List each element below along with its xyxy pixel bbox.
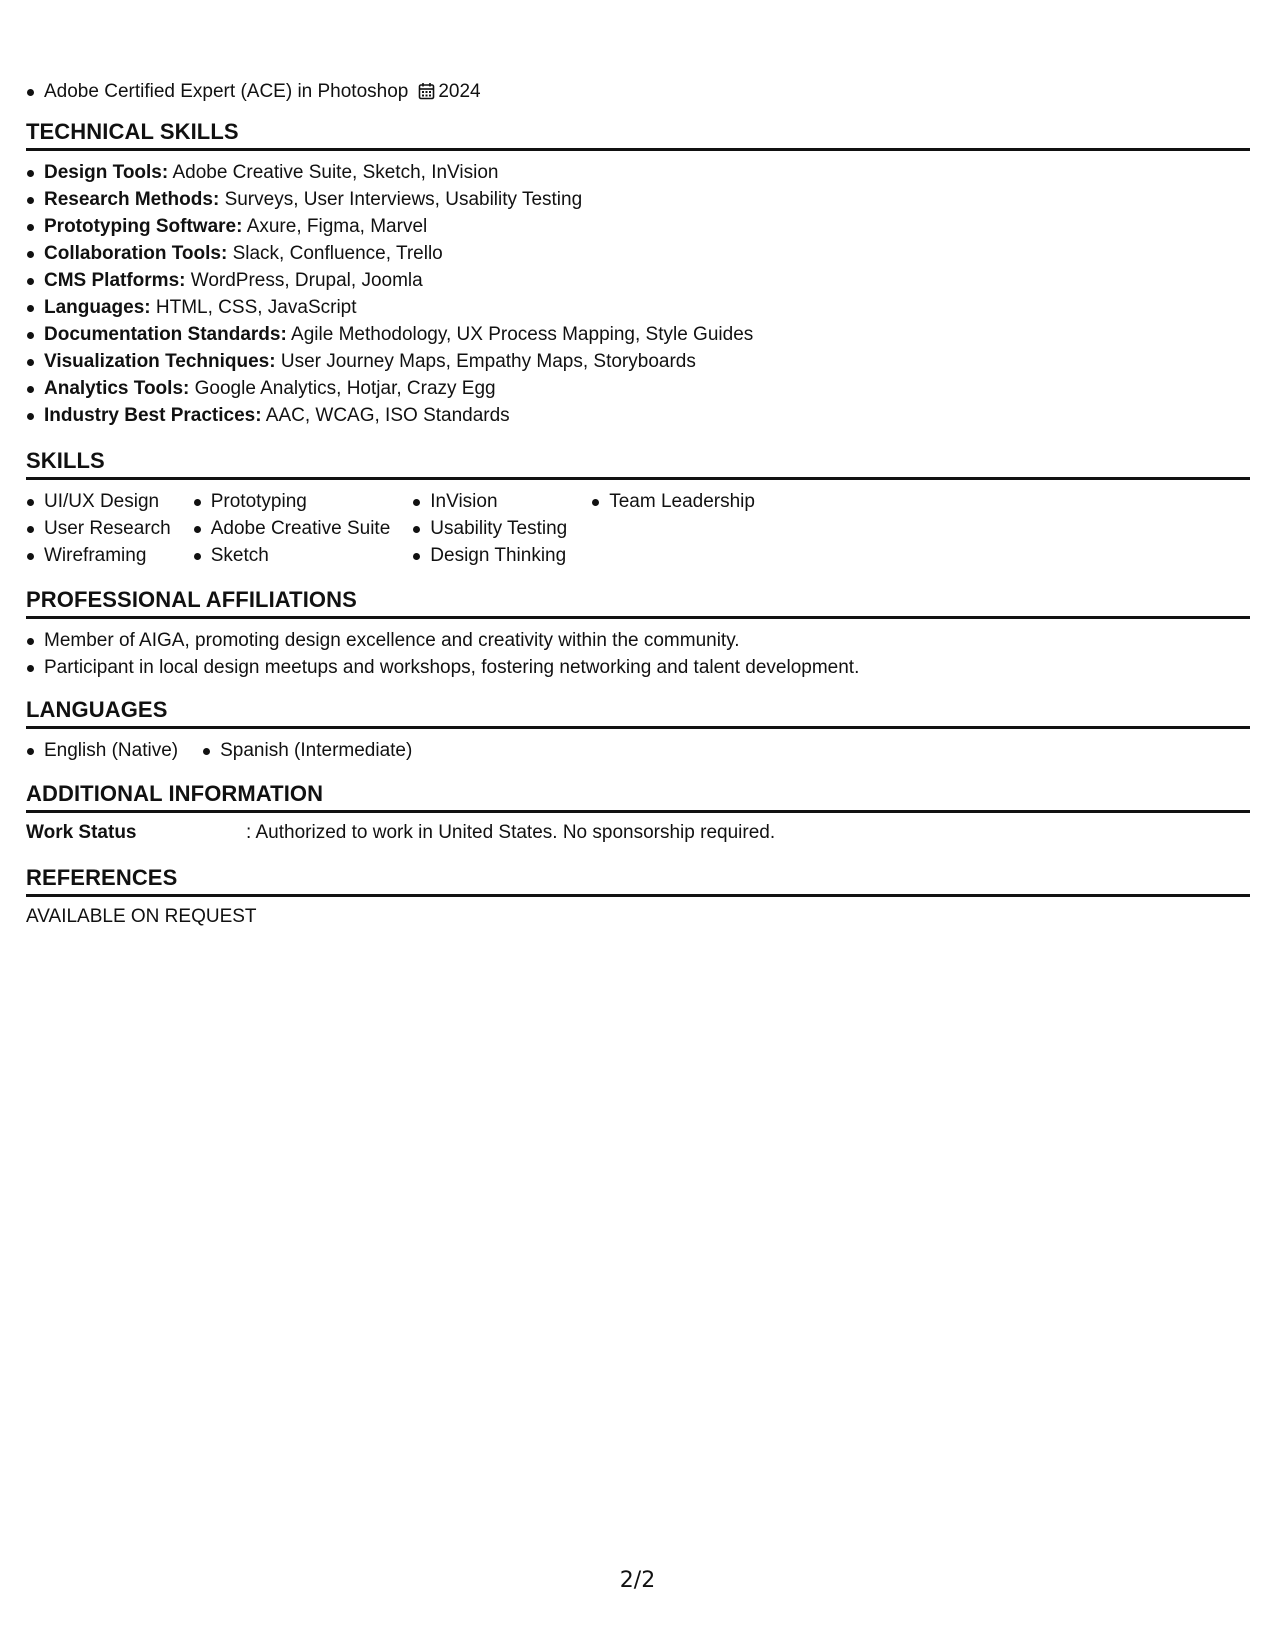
- affiliation-item: Member of AIGA, promoting design excellence and creativity within the community.: [26, 627, 1250, 654]
- technical-skill-label: Design Tools:: [44, 162, 169, 183]
- skills-heading: SKILLS: [26, 447, 1250, 480]
- references-section: [26, 864, 1250, 929]
- technical-skill-item: [26, 348, 1250, 375]
- work-status-row: [26, 821, 1250, 845]
- certification-item: [26, 78, 481, 108]
- technical-skill-value: Axure, Figma, Marvel: [246, 216, 428, 237]
- languages-list: [26, 737, 1250, 764]
- technical-skill-item: [26, 294, 1250, 321]
- technical-skills-heading: TECHNICAL SKILLS: [26, 118, 1250, 151]
- skill-item: Team Leadership: [591, 488, 755, 515]
- language-item: Spanish (Intermediate): [202, 737, 412, 764]
- skill-item: Adobe Creative Suite: [193, 515, 391, 542]
- skill-item: UI/UX Design: [26, 488, 171, 515]
- skill-item: Design Thinking: [412, 542, 567, 569]
- technical-skill-value: Adobe Creative Suite, Sketch, InVision: [172, 162, 499, 183]
- technical-skill-value: Agile Methodology, UX Process Mapping, Style Guides: [291, 324, 754, 345]
- certification-year: 2024: [438, 81, 481, 102]
- skills-column: [193, 488, 391, 569]
- technical-skills-section: [26, 118, 1250, 429]
- skill-item: Wireframing: [26, 542, 171, 569]
- technical-skill-label: Visualization Techniques:: [44, 351, 276, 372]
- skill-item: InVision: [412, 488, 567, 515]
- references-text: AVAILABLE ON REQUEST: [26, 906, 257, 927]
- affiliations-list: [26, 627, 1250, 681]
- technical-skill-item: [26, 267, 1250, 294]
- certification-name: Adobe Certified Expert (ACE) in Photoshop: [44, 81, 409, 102]
- skill-item: Sketch: [193, 542, 391, 569]
- affiliations-section: [26, 586, 1250, 681]
- technical-skill-label: Collaboration Tools:: [44, 243, 228, 264]
- skills-grid: [26, 488, 1250, 569]
- technical-skill-label: Documentation Standards:: [44, 324, 287, 345]
- additional-info-section: [26, 780, 1250, 845]
- calendar-icon: [418, 81, 435, 108]
- languages-heading: LANGUAGES: [26, 696, 1250, 729]
- technical-skill-label: Research Methods:: [44, 189, 220, 210]
- technical-skill-value: Google Analytics, Hotjar, Crazy Egg: [194, 378, 496, 399]
- technical-skill-label: Industry Best Practices:: [44, 405, 262, 426]
- technical-skill-label: Prototyping Software:: [44, 216, 243, 237]
- skills-section: [26, 447, 1250, 569]
- technical-skill-value: User Journey Maps, Empathy Maps, Storyboards: [280, 351, 696, 372]
- page-number: 2/2: [619, 1568, 656, 1593]
- skill-item: Prototyping: [193, 488, 391, 515]
- technical-skill-item: [26, 321, 1250, 348]
- technical-skill-item: [26, 213, 1250, 240]
- technical-skill-item: [26, 159, 1250, 186]
- technical-skill-item: [26, 240, 1250, 267]
- languages-section: [26, 696, 1250, 764]
- technical-skill-label: Analytics Tools:: [44, 378, 190, 399]
- technical-skills-list: [26, 159, 1250, 429]
- technical-skill-item: [26, 186, 1250, 213]
- technical-skill-value: AAC, WCAG, ISO Standards: [265, 405, 510, 426]
- skills-column: [591, 488, 755, 569]
- technical-skill-item: [26, 402, 1250, 429]
- work-status-label: Work Status: [26, 822, 137, 843]
- certifications-list: [26, 78, 481, 108]
- language-item: English (Native): [26, 737, 178, 764]
- skill-item: Usability Testing: [412, 515, 567, 542]
- technical-skill-value: Slack, Confluence, Trello: [232, 243, 443, 264]
- technical-skill-item: [26, 375, 1250, 402]
- technical-skill-label: CMS Platforms:: [44, 270, 186, 291]
- skills-column: [412, 488, 567, 569]
- affiliation-item: Participant in local design meetups and workshops, fostering networking and talent development.: [26, 654, 1250, 681]
- technical-skill-label: Languages:: [44, 297, 151, 318]
- technical-skill-value: HTML, CSS, JavaScript: [155, 297, 357, 318]
- skills-column: [26, 488, 171, 569]
- affiliations-heading: PROFESSIONAL AFFILIATIONS: [26, 586, 1250, 619]
- work-status-value: : Authorized to work in United States. No sponsorship required.: [246, 822, 776, 843]
- technical-skill-value: WordPress, Drupal, Joomla: [190, 270, 423, 291]
- skill-item: User Research: [26, 515, 171, 542]
- technical-skill-value: Surveys, User Interviews, Usability Testing: [224, 189, 583, 210]
- references-heading: REFERENCES: [26, 864, 1250, 897]
- additional-info-heading: ADDITIONAL INFORMATION: [26, 780, 1250, 813]
